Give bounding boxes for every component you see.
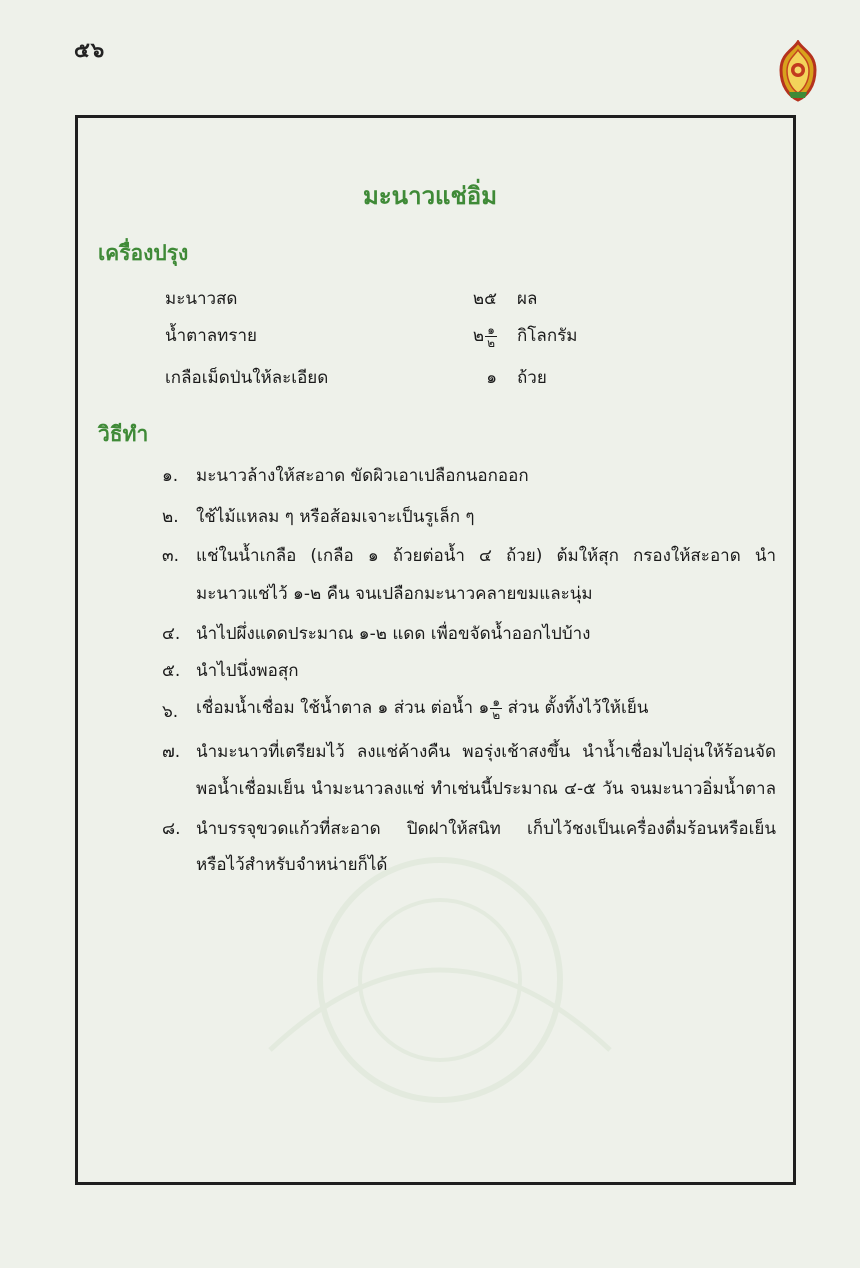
step-text: ใช้ไม้แหลม ๆ หรือส้อมเจาะเป็นรูเล็ก ๆ [196,507,475,527]
step-text: มะนาวล้างให้สะอาด ขัดผิวเอาเปลือกนอกออก [196,466,529,486]
step-text: แช่ในน้ำเกลือ (เกลือ ๑ ถ้วยต่อน้ำ ๔ ถ้วย) ต้มให้สุก กรองให้สะอาด นำ [196,546,776,566]
step-text-continued: มะนาวแช่ไว้ ๑-๒ คืน จนเปลือกมะนาวคลายขมและนุ่ม [196,584,593,604]
step-number: ๗. [162,742,181,762]
ingredient-unit: ผล [517,289,538,309]
royal-seal-icon [775,40,821,102]
step-text: นำไปผึ่งแดดประมาณ ๑-๒ แดด เพื่อขจัดน้ำออกไปบ้าง [196,624,591,644]
ingredient-unit: กิโลกรัม [517,326,578,346]
ingredient-qty-fraction [485,324,497,349]
fraction-denominator: ๒ [492,707,501,722]
recipe-title: มะนาวแช่อิ่ม [362,182,498,210]
step-text: นำไปนึ่งพอสุก [196,661,299,681]
fraction-denominator: ๒ [487,335,495,350]
ingredient-qty-whole: ๒ [472,326,485,346]
step-text-continued: หรือไว้สำหรับจำหน่ายก็ได้ [196,855,388,875]
ingredient-qty: ๑ [486,368,497,388]
step-text: นำมะนาวที่เตรียมไว้ ลงแช่ค้างคืน พอรุ่งเช้าสงขึ้น นำน้ำเชื่อมไปอุ่นให้ร้อนจัด [196,742,776,762]
ingredient-qty [397,322,497,349]
step-number: ๕. [162,661,181,681]
fraction-numerator: ๑ [485,324,497,337]
step-text: นำบรรจุขวดแก้วที่สะอาด ปิดฝาให้สนิท เก็บไว้ชงเป็นเครื่องดื่มร้อนหรือเย็น [196,819,776,839]
ingredients-heading: เครื่องปรุง [98,241,189,265]
watermark-emblem [210,850,670,1110]
ingredient-row [165,285,665,315]
step-fraction [490,696,502,721]
ingredient-name: น้ำตาลทราย [165,326,258,346]
step-number: ๒. [162,507,179,527]
ingredient-row [165,322,665,352]
method-heading: วิธีทำ [98,422,149,446]
step-text-continued: พอน้ำเชื่อมเย็น นำมะนาวลงแช่ ทำเช่นนี้ประมาณ ๔-๕ วัน จนมะนาวอิ่มน้ำตาล [196,779,776,799]
ingredient-name: เกลือเม็ดป่นให้ละเอียด [165,368,329,388]
step-text [196,694,776,721]
step-number: ๓. [162,546,180,566]
step-number: ๑. [162,466,179,486]
ingredient-row [165,364,665,394]
ingredient-unit: ถ้วย [517,368,547,388]
page-number: ๕๖ [74,38,106,62]
step-number: ๘. [162,819,181,839]
step-text-part: เชื่อมน้ำเชื่อม ใช้น้ำตาล ๑ ส่วน ต่อน้ำ ๑ [196,698,490,718]
step-text-part: ส่วน ตั้งทิ้งไว้ให้เย็น [502,698,649,718]
fraction-numerator: ๑ [490,696,502,709]
ingredient-name: มะนาวสด [165,289,238,309]
ingredient-qty: ๒๕ [472,289,497,309]
step-number: ๖. [162,702,179,722]
step-number: ๔. [162,624,181,644]
